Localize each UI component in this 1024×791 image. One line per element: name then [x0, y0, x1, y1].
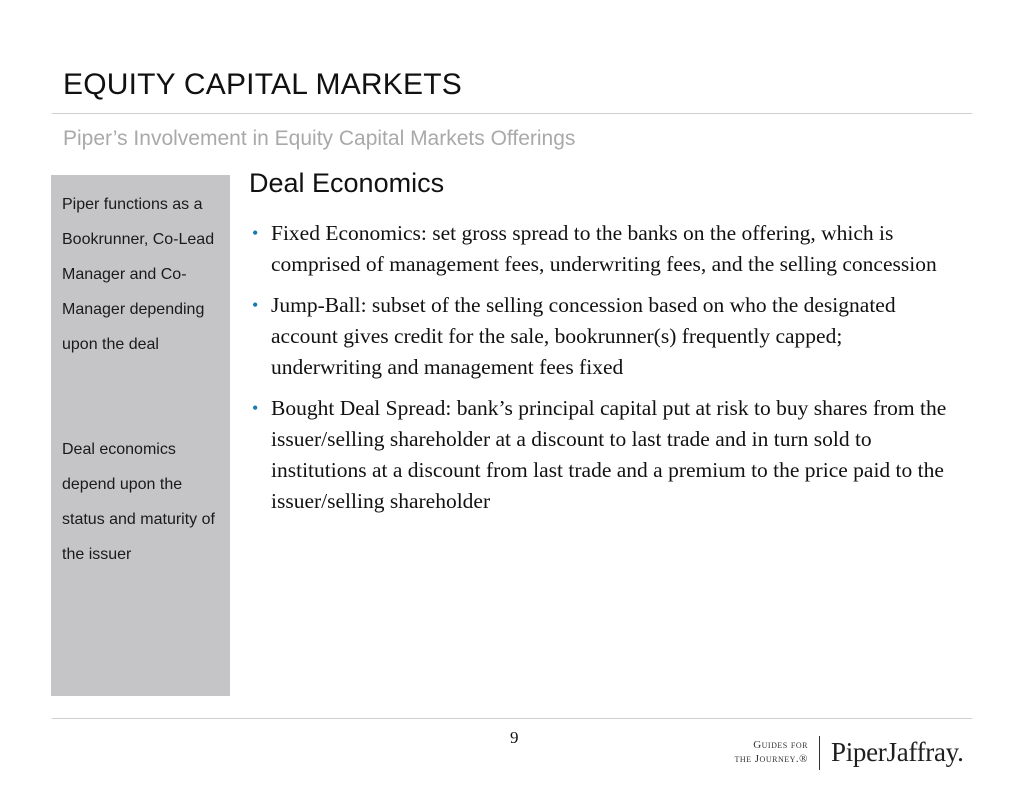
bullet-list	[252, 218, 952, 527]
bullet-item-fixed-economics	[252, 218, 952, 280]
bullet-text: Jump-Ball: subset of the selling concession based on who the designated account gives credit for the sale, bookrunner(s) frequently capped; underwriting and management fees fixed	[271, 293, 896, 379]
bullet-item-jump-ball	[252, 290, 952, 383]
slide-title: EQUITY CAPITAL MARKETS	[63, 68, 462, 101]
sidebar-paragraph-economics: Deal economics depend upon the status and maturity of the issuer	[62, 441, 215, 563]
page-number: 9	[510, 728, 519, 747]
sidebar-panel	[51, 175, 230, 696]
logo-divider	[819, 736, 820, 770]
bullet-item-bought-deal	[252, 393, 952, 517]
company-logo: PiperJaffray.	[831, 737, 964, 767]
bullet-icon: •	[252, 223, 259, 243]
footer-tagline	[728, 738, 808, 766]
slide-subtitle: Piper’s Involvement in Equity Capital Markets Offerings	[63, 127, 576, 150]
section-heading: Deal Economics	[249, 168, 445, 198]
tagline-line-2: the Journey.®	[734, 753, 808, 765]
bullet-text: Bought Deal Spread: bank’s principal capital put at risk to buy shares from the issuer/selling shareholder at a discount to last trade and in turn sold to institutions at a discount from last trade and a premium to the price paid to the issuer/selling shareholder	[271, 396, 947, 513]
bullet-icon: •	[252, 398, 259, 418]
bullet-icon: •	[252, 295, 259, 315]
tagline-line-1: Guides for	[753, 739, 808, 751]
title-divider	[52, 113, 972, 114]
sidebar-paragraph-role: Piper functions as a Bookrunner, Co-Lead Manager and Co-Manager depending upon the deal	[62, 196, 215, 353]
bullet-text: Fixed Economics: set gross spread to the banks on the offering, which is comprised of management fees, underwriting fees, and the selling concession	[271, 221, 937, 276]
footer-divider	[52, 718, 972, 719]
